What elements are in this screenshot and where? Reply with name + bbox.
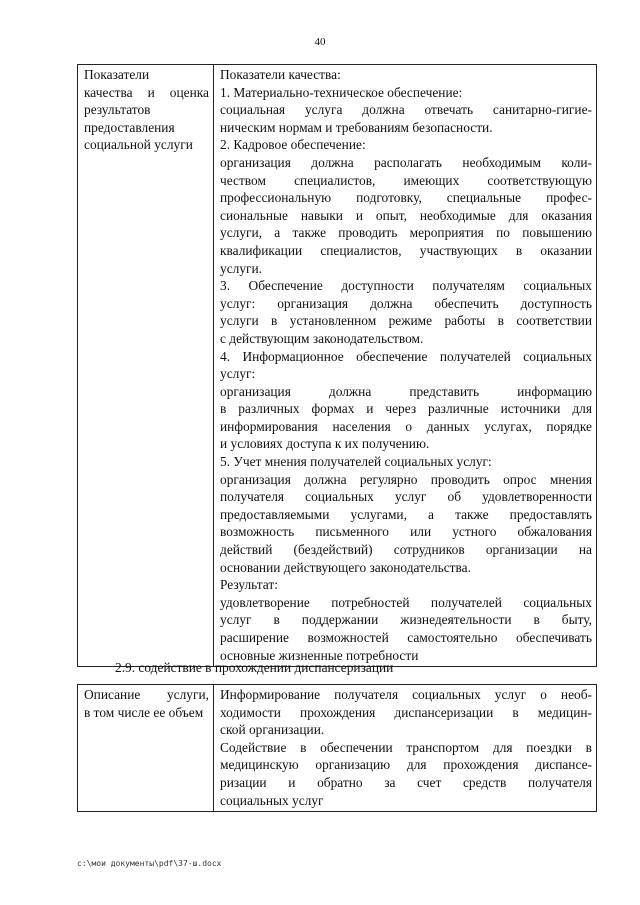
text-line: основные жизненные потребности	[220, 647, 419, 663]
text-line: сиональные навыки и опыт, необходимые для оказания	[220, 207, 592, 223]
service-description-table	[77, 684, 597, 812]
text-line: 5. Учет мнения получателей социальных услуг:	[220, 454, 492, 470]
text-line: услуги в установленном режиме работы в соответствии	[220, 313, 592, 329]
text-line: предоставляемыми услугами, а также предоставлять	[220, 506, 592, 522]
label-line: качества и оценка	[84, 84, 209, 100]
label-line: результатов	[84, 102, 151, 118]
text-line: ходимости прохождения диспансеризации в медицин-	[220, 704, 592, 720]
text-line: профессиональную подготовку, специальные профес-	[220, 190, 592, 206]
text-line: в различных формах и через различные источники для	[220, 401, 592, 417]
section-heading: 2.9. содействие в прохождении диспансеризации	[115, 660, 394, 675]
text-line: 2. Кадровое обеспечение:	[220, 137, 366, 153]
text-line: Результат:	[220, 577, 278, 593]
text-line: услуг:	[220, 366, 256, 382]
text-line: организация должна регулярно проводить опрос мнения	[220, 471, 592, 487]
quality-indicators-table	[77, 64, 597, 667]
label-line: предоставления	[84, 119, 175, 135]
text-line: возможность письменного или устного обжалования	[220, 524, 592, 540]
text-line: квалификации специалистов, участвующих в оказании	[220, 242, 592, 258]
text-line: социальная услуга должна отвечать санитарно-гигие-	[220, 102, 592, 118]
text-line: ризации и обратно за счет средств получателя	[220, 774, 592, 790]
text-line: удовлетворение потребностей получателей социальных	[220, 594, 592, 610]
text-line: действий (бездействий) сотрудников организации на	[220, 542, 592, 558]
table-row	[78, 65, 597, 667]
text-line: в том числе ее объем	[84, 704, 204, 720]
text-line: услуги, а также проводить мероприятия по повышению	[220, 225, 592, 241]
text-line: услуг в поддержании жизнедеятельности в быту,	[220, 612, 592, 628]
text-line: чеством специалистов, имеющих соответствующую	[220, 172, 592, 188]
text-line: основании действующего законодательства.	[220, 559, 471, 575]
label-line: социальной услуги	[84, 137, 193, 153]
text-line: ническим нормам и требованиям безопасности.	[220, 119, 493, 135]
indicator-content-cell	[214, 65, 597, 667]
text-line: услуг: организация должна обеспечить доступность	[220, 295, 592, 311]
text-line: медицинскую организацию для прохождения диспансе-	[220, 757, 592, 773]
text-line: получателя социальных услуг об удовлетворенности	[220, 489, 592, 505]
text-line: расширение возможностей самостоятельно обеспечивать	[220, 630, 592, 645]
page-number: 40	[314, 36, 326, 48]
text-line: социальных услуг	[220, 792, 324, 808]
text-line: услуги.	[220, 260, 263, 276]
text-line: 3. Обеспечение доступности получателям социальных	[220, 278, 592, 294]
text-line: 1. Материально-техническое обеспечение:	[220, 84, 463, 100]
text-line: Содействие в обеспечении транспортом для поездки в	[220, 739, 592, 755]
table-row	[78, 685, 597, 812]
text-line: организация должна располагать необходимым коли-	[220, 154, 592, 170]
indicator-label-cell	[78, 65, 214, 667]
text-line: Показатели качества:	[220, 67, 341, 82]
text-line: и условиях доступа к их получению.	[220, 436, 430, 452]
text-line: Описание услуги,	[84, 687, 209, 702]
file-path-footer: c:\мои документы\pdf\37-ш.docx	[77, 859, 222, 868]
label-line: Показатели	[84, 67, 150, 82]
description-content-cell	[214, 685, 597, 812]
text-line: 4. Информационное обеспечение получателей социальных	[220, 348, 592, 364]
text-line: ской организации.	[220, 722, 325, 738]
description-label-cell	[78, 685, 214, 812]
text-line: с действующим законодательством.	[220, 330, 424, 346]
text-line: информирования населения о данных услугах, порядке	[220, 418, 592, 434]
text-line: Информирование получателя социальных услуг о необ-	[220, 687, 592, 702]
text-line: организация должна представить информацию	[220, 383, 592, 399]
